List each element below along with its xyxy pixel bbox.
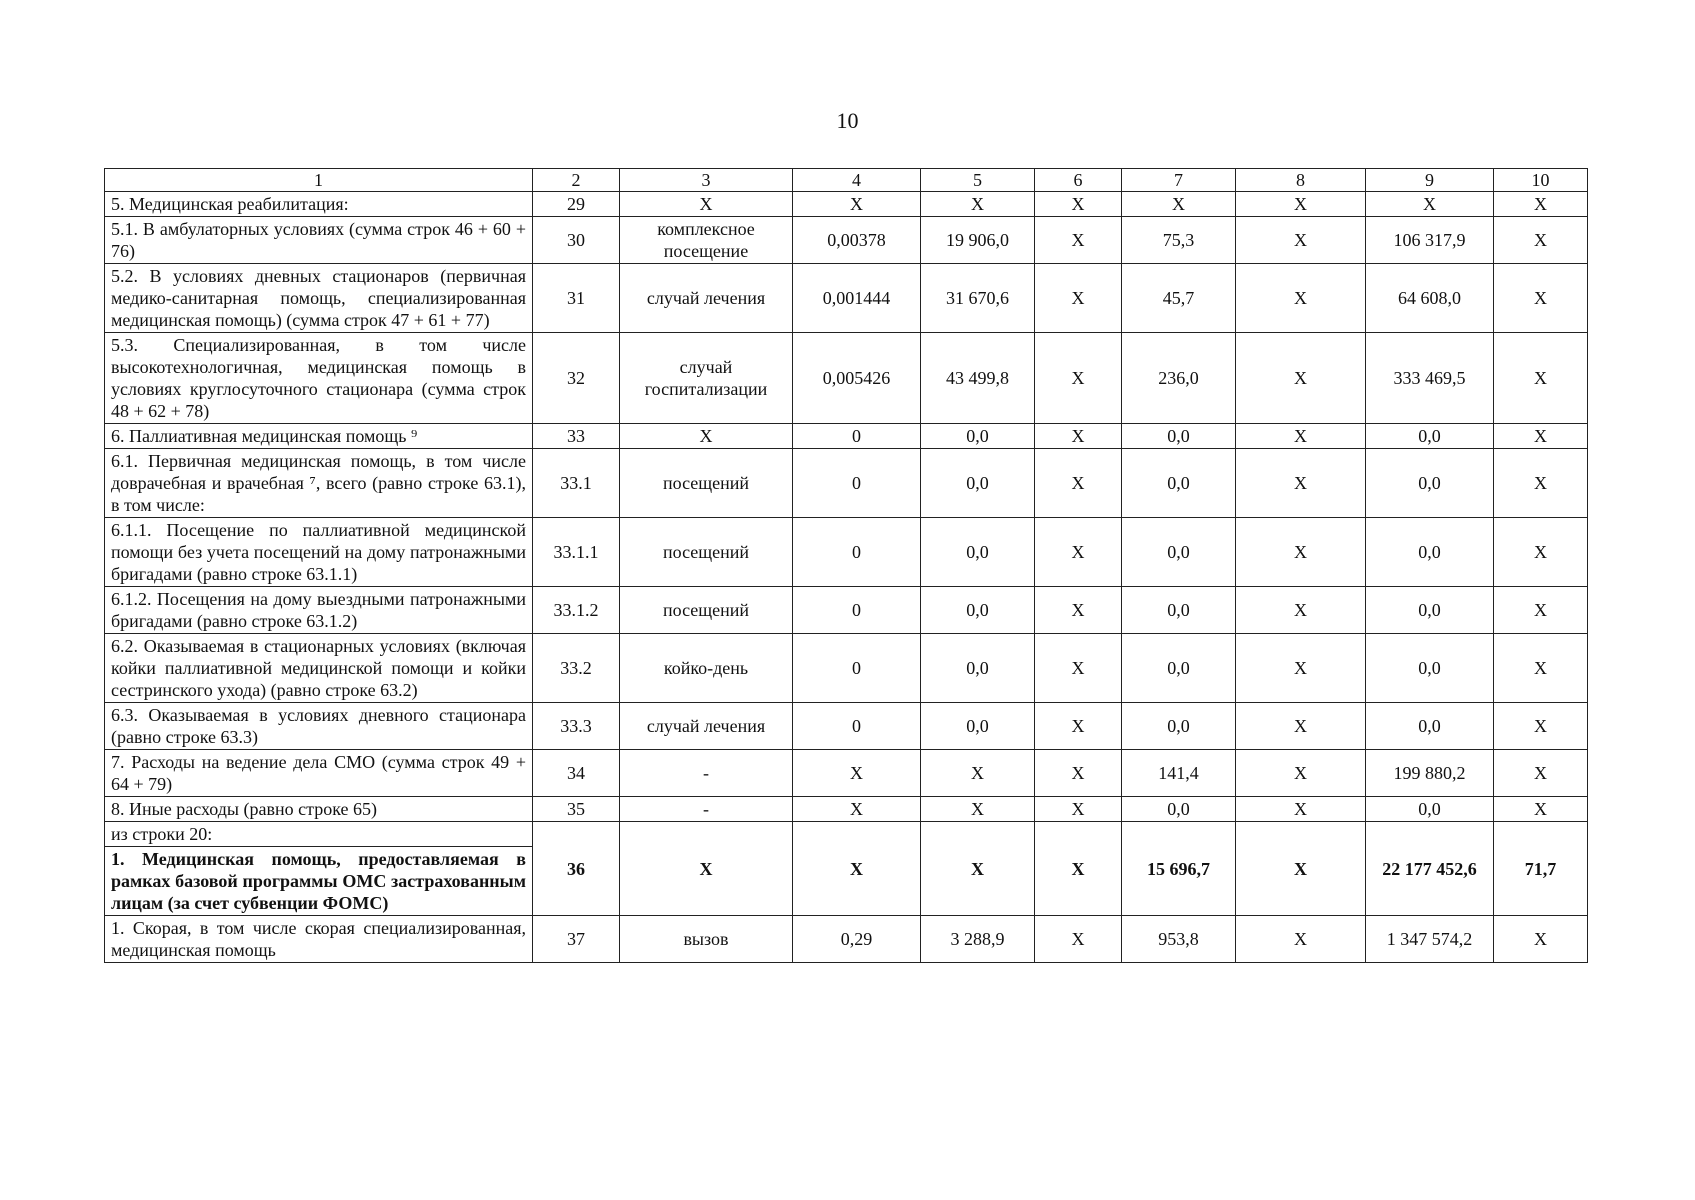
row-name-cell [105, 822, 533, 916]
col4-cell: 0 [793, 449, 921, 518]
row-code-cell: 33.1.2 [533, 587, 620, 634]
section-prefix: из строки 20: [105, 822, 532, 847]
col6-cell: X [1035, 264, 1122, 333]
table-row [105, 217, 1588, 264]
col8-cell: X [1236, 634, 1366, 703]
col5-cell: 3 288,9 [921, 916, 1035, 963]
table-row [105, 703, 1588, 750]
unit-cell: случай лечения [620, 264, 793, 333]
col6-cell: X [1035, 750, 1122, 797]
row-code-cell: 36 [533, 822, 620, 916]
page-number: 10 [836, 108, 859, 133]
row-code-cell: 31 [533, 264, 620, 333]
col9-cell: 0,0 [1366, 703, 1494, 750]
col5-cell: 0,0 [921, 518, 1035, 587]
table-row [105, 916, 1588, 963]
col7-cell: 0,0 [1122, 634, 1236, 703]
unit-cell: случай госпитализации [620, 333, 793, 424]
col8-cell: X [1236, 797, 1366, 822]
col9-cell: 0,0 [1366, 518, 1494, 587]
col9-cell: 1 347 574,2 [1366, 916, 1494, 963]
row-name-cell: 6.3. Оказываемая в условиях дневного стационара (равно строке 63.3) [105, 703, 533, 750]
col7-cell: 45,7 [1122, 264, 1236, 333]
col9-cell: 0,0 [1366, 587, 1494, 634]
col7-cell: 953,8 [1122, 916, 1236, 963]
unit-cell: вызов [620, 916, 793, 963]
col9-cell: X [1366, 192, 1494, 217]
col8-cell: X [1236, 703, 1366, 750]
col7-cell: 0,0 [1122, 703, 1236, 750]
col6-cell: X [1035, 822, 1122, 916]
col4-cell: X [793, 797, 921, 822]
col9-cell: 106 317,9 [1366, 217, 1494, 264]
col4-cell: 0,005426 [793, 333, 921, 424]
col10-cell: X [1494, 518, 1588, 587]
col7-cell: 0,0 [1122, 518, 1236, 587]
unit-cell: X [620, 192, 793, 217]
row-code-cell: 33.2 [533, 634, 620, 703]
col10-cell: X [1494, 333, 1588, 424]
row-name-cell: 5.3. Специализированная, в том числе высокотехнологичная, медицинская помощь в условиях круглосуточного стационара (сумма строк 48 + 62 + 78) [105, 333, 533, 424]
column-number-row [105, 169, 1588, 192]
col10-cell: X [1494, 587, 1588, 634]
col4-cell: X [793, 822, 921, 916]
col4-cell: 0 [793, 424, 921, 449]
row-name-cell: 5.1. В амбулаторных условиях (сумма строк 46 + 60 + 76) [105, 217, 533, 264]
col10-cell: X [1494, 916, 1588, 963]
col5-cell: X [921, 192, 1035, 217]
unit-cell: X [620, 424, 793, 449]
col9-cell: 0,0 [1366, 449, 1494, 518]
col10-cell: X [1494, 192, 1588, 217]
table-row [105, 518, 1588, 587]
col6-cell: X [1035, 916, 1122, 963]
col10-cell: X [1494, 797, 1588, 822]
col4-cell: X [793, 750, 921, 797]
table-row [105, 449, 1588, 518]
row-name-cell: 6. Паллиативная медицинская помощь ⁹ [105, 424, 533, 449]
col10-cell: 71,7 [1494, 822, 1588, 916]
table-row [105, 822, 1588, 916]
col6-cell: X [1035, 217, 1122, 264]
table-row [105, 634, 1588, 703]
table-row [105, 797, 1588, 822]
col8-cell: X [1236, 518, 1366, 587]
row-name-cell: 8. Иные расходы (равно строке 65) [105, 797, 533, 822]
column-number: 9 [1366, 169, 1494, 192]
col7-cell: 141,4 [1122, 750, 1236, 797]
col7-cell: 0,0 [1122, 424, 1236, 449]
col6-cell: X [1035, 634, 1122, 703]
col10-cell: X [1494, 217, 1588, 264]
column-number: 8 [1236, 169, 1366, 192]
col5-cell: 0,0 [921, 634, 1035, 703]
unit-cell: - [620, 797, 793, 822]
column-number: 7 [1122, 169, 1236, 192]
column-number: 2 [533, 169, 620, 192]
col10-cell: X [1494, 449, 1588, 518]
row-code-cell: 33.1.1 [533, 518, 620, 587]
row-code-cell: 30 [533, 217, 620, 264]
unit-cell: - [620, 750, 793, 797]
col9-cell: 64 608,0 [1366, 264, 1494, 333]
col6-cell: X [1035, 797, 1122, 822]
row-name-cell: 5. Медицинская реабилитация: [105, 192, 533, 217]
col4-cell: 0,29 [793, 916, 921, 963]
unit-cell: X [620, 822, 793, 916]
col8-cell: X [1236, 333, 1366, 424]
col8-cell: X [1236, 822, 1366, 916]
col5-cell: 0,0 [921, 424, 1035, 449]
col4-cell: 0 [793, 703, 921, 750]
col6-cell: X [1035, 333, 1122, 424]
row-code-cell: 37 [533, 916, 620, 963]
col7-cell: 236,0 [1122, 333, 1236, 424]
col6-cell: X [1035, 587, 1122, 634]
row-code-cell: 35 [533, 797, 620, 822]
column-number: 4 [793, 169, 921, 192]
col8-cell: X [1236, 587, 1366, 634]
unit-cell: посещений [620, 449, 793, 518]
row-code-cell: 32 [533, 333, 620, 424]
col4-cell: 0 [793, 587, 921, 634]
column-number: 3 [620, 169, 793, 192]
unit-cell: посещений [620, 587, 793, 634]
row-name-cell: 5.2. В условиях дневных стационаров (первичная медико-санитарная помощь, специализированная медицинская помощь) (сумма строк 47 + 61 + 77) [105, 264, 533, 333]
col7-cell: 0,0 [1122, 797, 1236, 822]
column-number: 1 [105, 169, 533, 192]
unit-cell: посещений [620, 518, 793, 587]
col6-cell: X [1035, 703, 1122, 750]
col8-cell: X [1236, 750, 1366, 797]
bold-row-name: 1. Медицинская помощь, предоставляемая в рамках базовой программы ОМС застрахованным лицам (за счет субвенции ФОМС) [111, 849, 526, 913]
col6-cell: X [1035, 192, 1122, 217]
col4-cell: 0,00378 [793, 217, 921, 264]
col5-cell: 31 670,6 [921, 264, 1035, 333]
col5-cell: 43 499,8 [921, 333, 1035, 424]
col6-cell: X [1035, 424, 1122, 449]
table-row [105, 587, 1588, 634]
col5-cell: 0,0 [921, 703, 1035, 750]
col5-cell: 0,0 [921, 587, 1035, 634]
col8-cell: X [1236, 264, 1366, 333]
unit-cell: комплексное посещение [620, 217, 793, 264]
col6-cell: X [1035, 518, 1122, 587]
column-number: 10 [1494, 169, 1588, 192]
column-number: 6 [1035, 169, 1122, 192]
unit-cell: койко-день [620, 634, 793, 703]
row-name-cell: 6.1.2. Посещения на дому выездными патронажными бригадами (равно строке 63.1.2) [105, 587, 533, 634]
table-row [105, 333, 1588, 424]
col8-cell: X [1236, 217, 1366, 264]
col9-cell: 0,0 [1366, 797, 1494, 822]
row-code-cell: 33.3 [533, 703, 620, 750]
col7-cell: 0,0 [1122, 587, 1236, 634]
col9-cell: 199 880,2 [1366, 750, 1494, 797]
col10-cell: X [1494, 634, 1588, 703]
row-name-cell: 6.2. Оказываемая в стационарных условиях (включая койки паллиативной медицинской помощи и койки сестринского ухода) (равно строке 63.2) [105, 634, 533, 703]
col8-cell: X [1236, 449, 1366, 518]
col9-cell: 22 177 452,6 [1366, 822, 1494, 916]
row-code-cell: 33.1 [533, 449, 620, 518]
table-row [105, 264, 1588, 333]
col5-cell: 0,0 [921, 449, 1035, 518]
row-code-cell: 33 [533, 424, 620, 449]
col10-cell: X [1494, 750, 1588, 797]
col6-cell: X [1035, 449, 1122, 518]
col7-cell: X [1122, 192, 1236, 217]
col9-cell: 333 469,5 [1366, 333, 1494, 424]
col10-cell: X [1494, 703, 1588, 750]
col4-cell: 0,001444 [793, 264, 921, 333]
data-table [104, 168, 1588, 963]
col8-cell: X [1236, 424, 1366, 449]
col5-cell: 19 906,0 [921, 217, 1035, 264]
column-number: 5 [921, 169, 1035, 192]
col10-cell: X [1494, 424, 1588, 449]
row-code-cell: 29 [533, 192, 620, 217]
row-code-cell: 34 [533, 750, 620, 797]
row-name-cell: 7. Расходы на ведение дела СМО (сумма строк 49 + 64 + 79) [105, 750, 533, 797]
col9-cell: 0,0 [1366, 424, 1494, 449]
row-name-cell: 1. Скорая, в том числе скорая специализированная, медицинская помощь [105, 916, 533, 963]
col7-cell: 75,3 [1122, 217, 1236, 264]
col8-cell: X [1236, 192, 1366, 217]
col4-cell: 0 [793, 634, 921, 703]
col5-cell: X [921, 822, 1035, 916]
row-name-cell: 6.1.1. Посещение по паллиативной медицинской помощи без учета посещений на дому патронажными бригадами (равно строке 63.1.1) [105, 518, 533, 587]
row-name-cell: 6.1. Первичная медицинская помощь, в том числе доврачебная и врачебная ⁷, всего (равно строке 63.1), в том числе: [105, 449, 533, 518]
col7-cell: 0,0 [1122, 449, 1236, 518]
table-row [105, 750, 1588, 797]
col5-cell: X [921, 797, 1035, 822]
col4-cell: X [793, 192, 921, 217]
col5-cell: X [921, 750, 1035, 797]
table-row [105, 192, 1588, 217]
unit-cell: случай лечения [620, 703, 793, 750]
col4-cell: 0 [793, 518, 921, 587]
col7-cell: 15 696,7 [1122, 822, 1236, 916]
table-row [105, 424, 1588, 449]
col8-cell: X [1236, 916, 1366, 963]
table-body [105, 169, 1588, 963]
col10-cell: X [1494, 264, 1588, 333]
col9-cell: 0,0 [1366, 634, 1494, 703]
